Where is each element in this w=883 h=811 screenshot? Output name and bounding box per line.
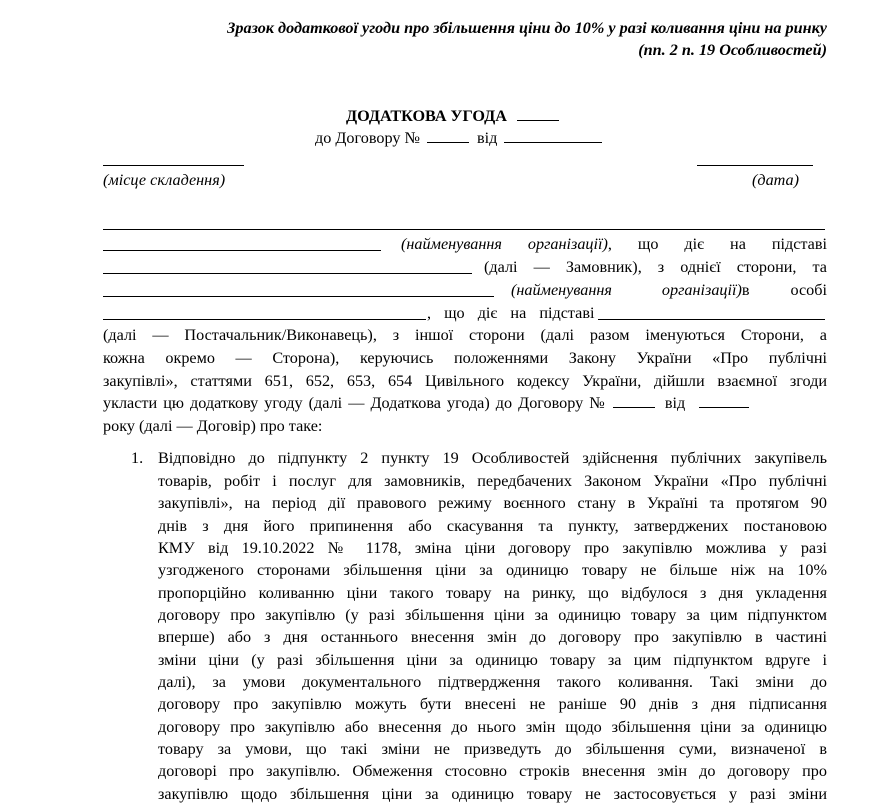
place-blank: [103, 165, 244, 166]
title-number-blank: [517, 106, 559, 121]
parties-line-e: року (далі — Договір) про таке:: [103, 417, 323, 435]
party-line-2: [484, 257, 827, 277]
date-blank: [697, 165, 813, 166]
in-person-label: в особі: [741, 281, 828, 299]
clause-1-line: закупівлі», на період дії правового режиму воєнного стану в Україні та протягом 90: [158, 494, 827, 512]
parties-line-c: [103, 371, 827, 391]
clause-1-line: пропорційно коливанню ціни такого товару на ринку, що відбулося з дня укладення: [158, 584, 827, 602]
contract-number-blank: [427, 128, 469, 143]
clause-1-line: Відповідно до підпункту 2 пункту 19 Особливостей здійснення публічних закупівель: [158, 449, 827, 467]
clause-1-line: КМУ від 19.10.2022 № 1178, зміна ціни договору про закупівлю можлива у разі: [158, 539, 827, 557]
clause-1-line: товарів, робіт і послуг для замовників, передбачених Законом України «Про публічні: [158, 472, 827, 490]
title-text: ДОДАТКОВА УГОДА: [346, 107, 507, 125]
title-contract-reference: [315, 128, 602, 148]
clause-1-line: договору про закупівлю можуть бути внесені не раніше 90 днів з дня підписання: [158, 695, 827, 713]
contract-date-blank: [504, 128, 602, 143]
parties-line-a: [103, 325, 827, 345]
clause-1-line: вперше) або з дня останнього внесення змін до договору про закупівлю в частині: [158, 628, 827, 646]
sample-header-line1: Зразок додаткової угоди про збільшення ціни до 10% у разі коливання ціни на ринку: [227, 19, 827, 37]
customer-label: (далі — Замовник), з однієї сторони, та: [484, 258, 827, 276]
basis-blank: [598, 319, 825, 320]
org-name-label-2: (найменування організації): [511, 281, 742, 299]
parties-line-d-text: укласти цю додаткову угоду (далі — Додаткова угода) до Договору №: [103, 394, 605, 412]
clause-1-line: узгодженого сторонами збільшення ціни за одиницю товару не більше ніж на 10%: [158, 561, 827, 579]
organization-blank-1: [103, 250, 381, 251]
acting-basis-1: , що діє на підставі: [607, 235, 828, 253]
sample-header-line2: (пп. 2 п. 19 Особливостей): [638, 41, 827, 59]
parties-line-b: [103, 348, 827, 368]
parties-line-d: [103, 393, 827, 413]
clause-1-line: зміни ціни (у разі збільшення ціни за одиницю товару за цим підпунктом вдруге і: [158, 651, 827, 669]
organization-blank-full: [103, 229, 825, 230]
party-line-3: [511, 280, 827, 300]
from-label: від: [477, 129, 498, 147]
parties-line-b-text: кожна окремо — Сторона), керуючись положеннями Закону України «Про публічні: [103, 349, 827, 367]
parties-line-c-text: закупівлі», статтями 651, 652, 653, 654 Цивільного кодексу України, дійшли взаємної згоди: [103, 372, 827, 390]
representative-blank: [103, 319, 426, 320]
clause-1-line: товару за умови, що такі зміни не призведуть до збільшення суми, визначеної в: [158, 740, 827, 758]
clause-1-line: далі), за умови документального підтвердження такого коливання. Такі зміни до: [158, 673, 827, 691]
clause-1-line: днів з дня його припинення або скасування та пункту, затверджених постановою: [158, 517, 827, 535]
clause-1-line: договору про закупівлю (у разі збільшення ціни за одиницю товару за цим підпунктом: [158, 606, 827, 624]
organization-blank-2: [103, 296, 494, 297]
party-line-1: [401, 234, 827, 254]
clause-1-line: договорі про закупівлю. Обмеження стосовно строків внесення змін до договору про: [158, 762, 827, 780]
document-title: [346, 106, 559, 126]
customer-blank: [103, 273, 472, 274]
acting-basis-2: , що діє на підставі: [427, 304, 595, 322]
clause-1-line: договору про закупівлю або внесення до нього змін щодо збільшення ціни за одиницю: [158, 718, 827, 736]
to-contract-label: до Договору №: [315, 129, 420, 147]
addendum-contract-date-blank: [699, 393, 749, 408]
addendum-contract-number-blank: [613, 393, 655, 408]
place-label: (місце складення): [103, 171, 226, 189]
clause-1-line: закупівлю щодо збільшення ціни за одиницю товару не застосовується у разі зміни: [158, 785, 827, 803]
clause-1-number: 1.: [131, 449, 144, 467]
parties-line-d-from: від: [664, 394, 686, 412]
parties-line-a-text: (далі — Постачальник/Виконавець), з іншої сторони (далі разом іменуються Сторони, а: [103, 326, 827, 344]
date-label: (дата): [752, 171, 800, 189]
org-name-label-1: (найменування організації): [401, 235, 608, 253]
